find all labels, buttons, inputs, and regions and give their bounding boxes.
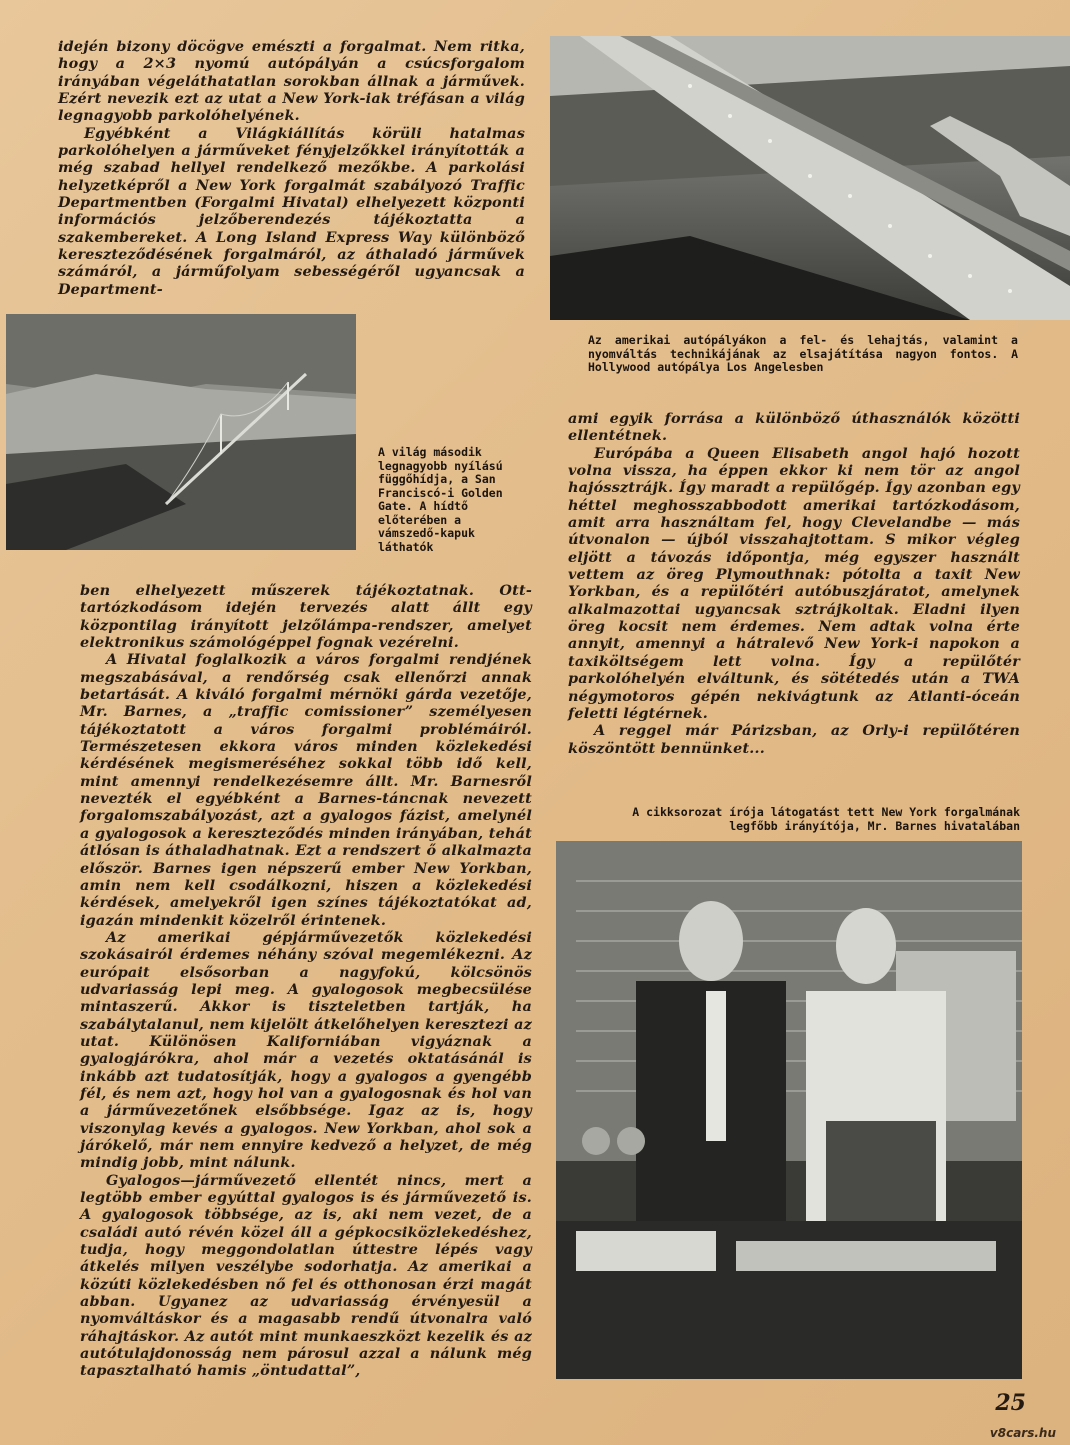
bridge-caption: A világ második legnagyobb nyílású függőhídja, a San Franciscó-i Golden Gate. A hídtő előterében a vámszedő-kapuk láthatók: [378, 445, 503, 554]
office-caption: A cikksorozat írója látogatást tett New York forgalmának legfőbb irányítója, Mr. Barnes hivatalában: [632, 805, 1020, 833]
paragraph: ben elhelyezett műszerek tájékoztatnak. Ott-tartózkodásom idején tervezés alatt állt egy központilag irányított jelzőlámpa-rendszer, amelyet elektronikus számológéppel fognak vezérelni.: [80, 582, 532, 652]
left-column-bottom: [80, 582, 532, 1380]
paragraph: Gyalogos—járművezető ellentét nincs, mert a legtöbb ember egyúttal gyalogos is és járművezető is. A gyalogosok többsége, az is, aki nem vezet, de a családi autó révén közel áll a gépkocsiközlekedéshez, tudja, hogy meggondolatlan úttestre lépés vagy átkelés milyen veszélybe sodorhatja. Az amerikai a közúti közlekedésben nő fel és otthonosan érzi magát abban. Ugyanez az udvariasság érvényesül a nyomváltáskor és a magasabb rendű útvonalra való ráhajtáskor. Az autót mint munkaeszközt kezelik és az autótulajdonosság nem párosul azzal a nálunk még tapasztalható hamis „öntudattal”,: [80, 1171, 532, 1380]
freeway-caption: Az amerikai autópályákon a fel- és lehajtás, valamint a nyomváltás technikájának az elsajátítása nagyon fontos. A Hollywood autópálya Los Angelesben: [588, 333, 1018, 374]
site-watermark: v8cars.hu: [989, 1426, 1056, 1440]
office-photo: [556, 841, 1022, 1379]
right-column: [568, 410, 1020, 757]
paragraph: A reggel már Párizsban, az Orly-i repülőtéren köszöntött bennünket...: [568, 722, 1020, 757]
paragraph: A Hivatal foglalkozik a város forgalmi rendjének megszabásával, a rendőrség csak ellenőrzi annak betartását. A kiváló forgalmi mérnöki gárda vezetője, Mr. Barnes, a „traffic comissioner” személyesen tájékoztatott a város forgalmi problémáiról. Természetesen ekkora város minden közlekedési kérdésének megismeréséhez sokkal több idő kell, mint amennyi rendelkezésemre állt. Mr. Barnesről nevezték el egyébként a Barnes-táncnak nevezett forgalomszabályozást, azt a gyalogos fázist, amelynél a gyalogosok a kereszteződés minden irányában, tehát átlósan is áthaladhatnak. Ezt a rendszert ő alkalmazta először. Barnes igen népszerű ember New Yorkban, amin nem kell csodálkozni, hiszen a közlekedési kérdések, amelyekről igen színes tájékoztatókat ad, igazán mindenkit közelről érintenek.: [80, 651, 532, 929]
paragraph: Egyébként a Világkiállítás körüli hatalmas parkolóhelyen a járműveket fényjelzőkkel irányították a még szabad hellyel rendelkező mezőkbe. A parkolási helyzetképről a New York forgalmát szabályozó Traffic Departmentben (Forgalmi Hivatal) elhelyezett központi információs jelzőberendezés tájékoztatta a szakembereket. A Long Island Express Way különböző kereszteződésének forgalmáról, az áthaladó járművek számáról, a járműfolyam sebességéről ugyancsak a Department-: [58, 124, 525, 298]
paragraph: Európába a Queen Elisabeth angol hajó hozott volna vissza, ha éppen ekkor ki nem tör az angol hajóssztrájk. Így maradt a repülőgép. Így azonban egy héttel meghosszabbodott amerikai tartózkodásom, amit arra használtam fel, hogy Clevelandbe — más útvonalon — újból visszahajtottam. S mikor végleg eljött a távozás időpontja, még egyszer használt vettem az öreg Plymouthnak: pótolta a taxit New Yorkban, és a repülőtéri autóbuszjáratot, amelynek alkalmazottai ugyancsak sztrájkoltak. Eladni ilyen öreg kocsit nem érdemes. Nem adtak volna érte annyit, amennyi a hátralevő New York-i napokon a taxiköltségem lett volna. Így a repülőtér parkolóhelyén elváltunk, és sötétedés után a TWA négymotoros gépén nekivágtunk az Atlanti-óceán feletti légtérnek.: [568, 444, 1020, 722]
golden-gate-photo: [6, 314, 356, 550]
left-column-top: [58, 38, 525, 298]
paragraph: ami egyik forrása a különböző úthasználók közötti ellentétnek.: [568, 410, 1020, 445]
paragraph: idején bizony döcögve emészti a forgalmat. Nem ritka, hogy a 2×3 nyomú autópályán a csúcsforgalom irányában végeláthatatlan sorokban állnak a járművek. Ezért nevezik ezt az utat a New York-iak tréfásan a világ legnagyobb parkolóhelyének.: [58, 38, 525, 125]
page-number: 25: [995, 1390, 1026, 1416]
freeway-photo: [550, 36, 1070, 320]
paragraph: Az amerikai gépjárművezetők közlekedési szokásairól érdemes néhány szóval megemlékezni. Az európait elsősorban a nagyfokú, kölcsönös udvariasság lepi meg. A gyalogosok megbecsülése mintaszerű. Akkor is tiszteletben tartják, ha szabálytalanul, nem kijelölt átkelőhelyen keresztezi az utat. Különösen Kaliforniában vigyáznak a gyalogjárókra, ahol már a vezetés oktatásánál is inkább azt tudatosítják, hogy a gyalogos a gyengébb fél, és nem azt, hogy hol van a gyalogosnak és hol van a járművezetőnek elsőbbsége. Igaz az is, hogy viszonylag kevés a gyalogos. New Yorkban, ahol sok a járókelő, már nem ennyire kedvező a helyzet, de még mindig jobb, mint nálunk.: [80, 928, 532, 1172]
